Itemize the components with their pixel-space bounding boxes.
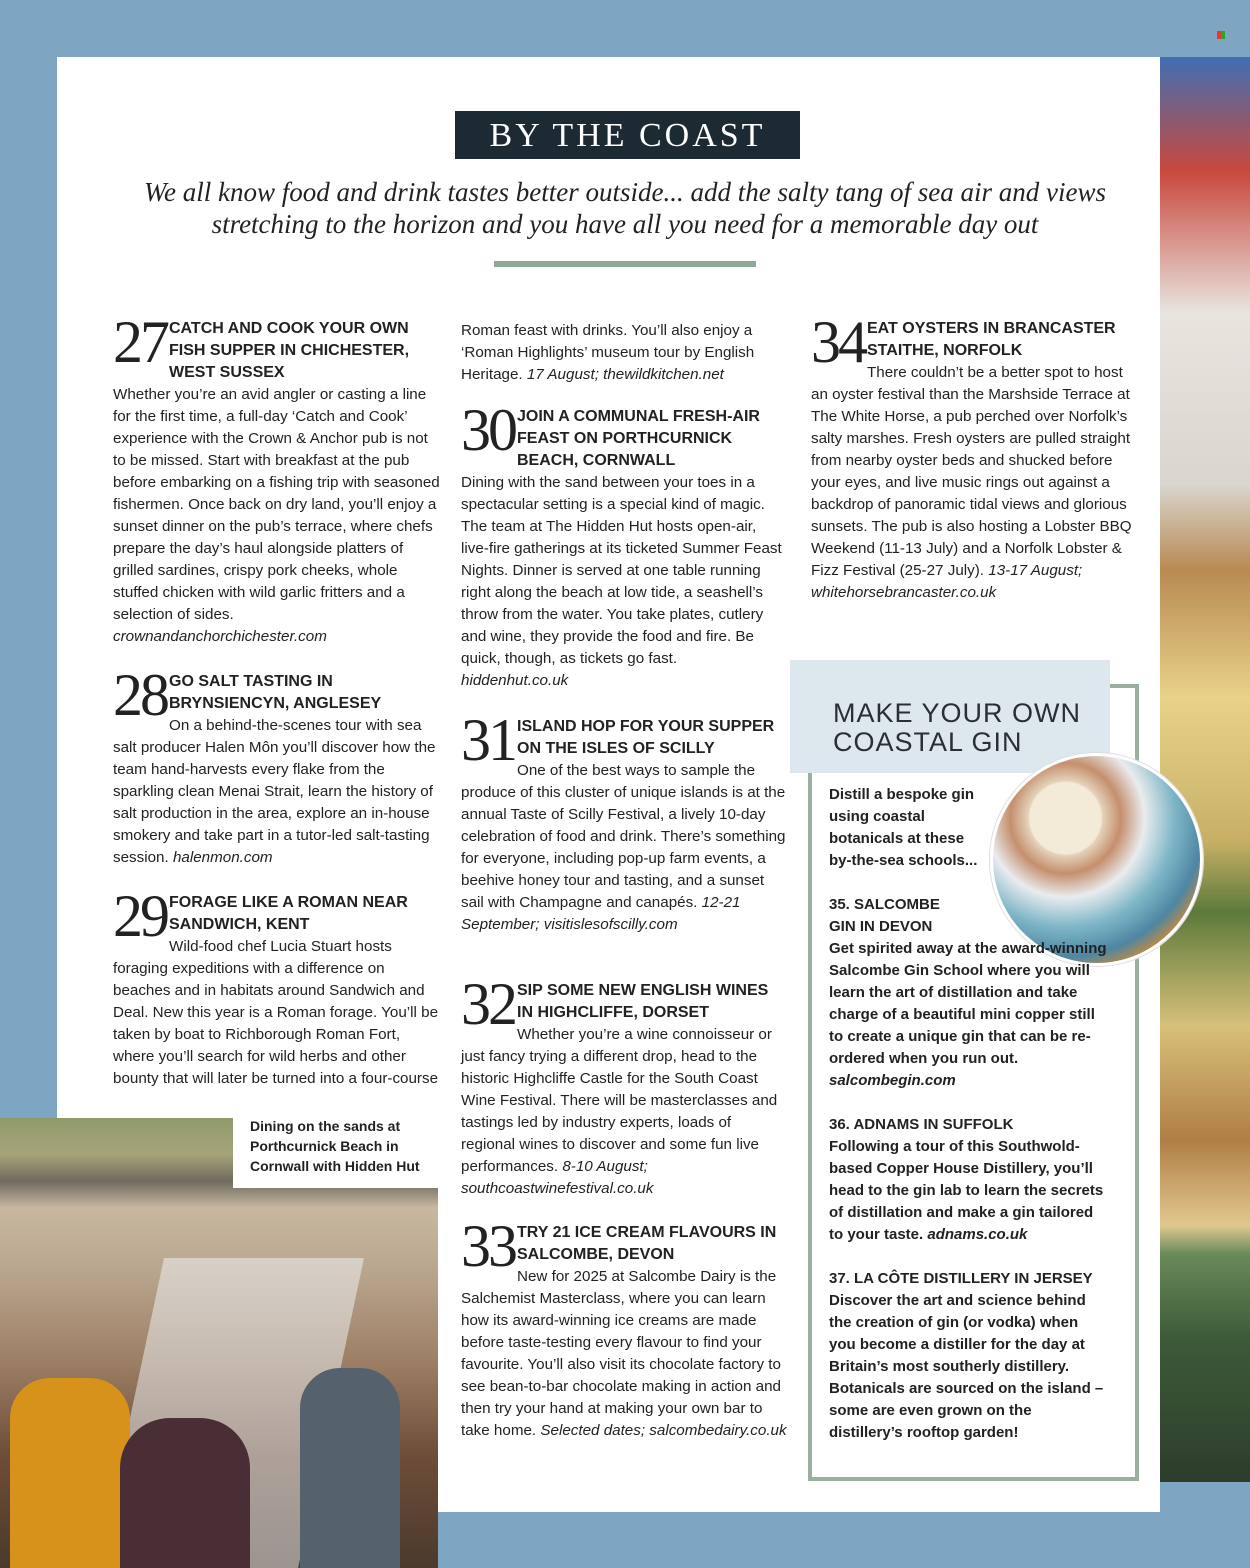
item-body: One of the best ways to sample the produce of this cluster of unique islands is at the annual Taste of Scilly Festival, a lively 10-day celebration of food and drink. There’s something for everyone, including pop-up farm events, a beehive honey tour and tasting, and a sunset sail with Champagne and canapés. [461, 762, 786, 911]
item-27 [113, 309, 443, 648]
photo-person [120, 1418, 250, 1568]
gin-salcombe [829, 894, 1109, 1092]
gin-box-heading: MAKE YOUR OWN COASTAL GIN [833, 698, 1082, 757]
item-heading: JOIN A COMMUNAL FRESH-AIR FEAST ON PORTHCURNICK BEACH, CORNWALL [517, 408, 760, 469]
item-heading: EAT OYSTERS IN BRANCASTER STAITHE, NORFOLK [867, 320, 1116, 359]
food-photo-strip [1160, 57, 1250, 1482]
gin-adnams-heading: 36. ADNAMS IN SUFFOLK [829, 1116, 1014, 1133]
standfirst-line-1: We all know food and drink tastes better outside... add the salty tang of sea air and views [144, 177, 1106, 207]
item-body: Roman feast with drinks. You’ll also enjoy a ‘Roman Highlights’ museum tour by English Heritage. [461, 322, 755, 383]
item-link[interactable]: halenmon.com [172, 849, 273, 866]
item-heading: SIP SOME NEW ENGLISH WINES IN HIGHCLIFFE, DORSET [517, 982, 769, 1021]
item-31 [461, 707, 787, 936]
item-32 [461, 971, 787, 1200]
item-number: 33 [461, 1213, 515, 1279]
section-title: BY THE COAST [455, 111, 800, 159]
gin-salcombe-link[interactable]: salcombegin.com [829, 1072, 956, 1089]
item-body: Wild-food chef Lucia Stuart hosts foraging expeditions with a difference on beaches and in habitats around Sandwich and Deal. New this year is a Roman forage. You’ll be taken by boat to Richborough Roman Fort, where you’ll search for wild herbs and other bounty that will later be turned into a four-course [113, 938, 439, 1087]
item-link[interactable]: 17 August; thewildkitchen.net [526, 366, 724, 383]
item-link[interactable]: hiddenhut.co.uk [461, 672, 569, 689]
item-28 [113, 662, 443, 869]
item-heading: CATCH AND COOK YOUR OWN FISH SUPPER IN CHICHESTER, WEST SUSSEX [169, 320, 410, 381]
item-number: 28 [113, 662, 167, 728]
divider [494, 261, 756, 267]
gin-salcombe-body: Get spirited away at the award-winning Salcombe Gin School where you will learn the art of distillation and take charge of a beautiful mini copper still to create a unique gin that can be re-ordered when you run out. [829, 940, 1107, 1067]
item-33 [461, 1213, 787, 1442]
item-body: Dining with the sand between your toes in a spectacular setting is a special kind of magic. The team at The Hidden Hut hosts open-air, live-fire gatherings at its ticketed Summer Feast Nights. Dinner is served at one table running right along the beach at low tide, a seashell’s throw from the water. You take plates, cutlery and wine, they provide the food and fire. Be quick, though, as tickets go fast. [461, 474, 782, 667]
item-number: 27 [113, 309, 167, 375]
photo-person [10, 1378, 130, 1568]
gin-salcombe-heading: 35. SALCOMBE GIN IN DEVON [829, 896, 940, 935]
photo-caption: Dining on the sands at Porthcurnick Beach in Cornwall with Hidden Hut [233, 1108, 438, 1188]
item-number: 30 [461, 397, 515, 463]
item-body: New for 2025 at Salcombe Dairy is the Salchemist Masterclass, where you can learn how its award-winning ice creams are made before taste-testing every flavour to find your favourite. You’ll also visit its chocolate factory to see bean-to-bar chocolate making in action and then try your hand at making your own bar to take home. [461, 1268, 781, 1439]
gin-adnams-link[interactable]: adnams.co.uk [927, 1226, 1028, 1243]
item-body: There couldn’t be a better spot to host an oyster festival than the Marshside Terrace at The White Horse, a pub perched over Norfolk’s salty marshes. Fresh oysters are pulled straight from nearby oyster beds and shucked before your eyes, and live music rings out against a backdrop of panoramic tidal views and glorious sunsets. The pub is also hosting a Lobster BBQ Weekend (11-13 July) and a Norfolk Lobster & Fizz Festival (25-27 July). [811, 364, 1132, 579]
item-34 [811, 309, 1141, 604]
item-link[interactable]: Selected dates; salcombedairy.co.uk [540, 1422, 787, 1439]
gin-la-cote [829, 1268, 1109, 1444]
gin-adnams [829, 1114, 1109, 1246]
item-29 [113, 883, 443, 1090]
gin-intro: Distill a bespoke gin using coastal botanicals at these by-the-sea schools... [829, 786, 978, 869]
gin-la-cote-body: Discover the art and science behind the creation of gin (or vodka) when you become a distiller for the day at Britain’s most southerly distillery. Botanicals are sourced on the island – some are even grown on the distillery’s rooftop garden! [829, 1292, 1104, 1441]
item-number: 29 [113, 883, 167, 949]
photo-person [300, 1368, 400, 1568]
corner-mark [1217, 31, 1225, 39]
gin-adnams-body: Following a tour of this Southwold-based Copper House Distillery, you’ll head to the gin lab to learn the secrets of distillation and make a gin tailored to your taste. [829, 1138, 1104, 1243]
item-link[interactable]: 13-17 August; whitehorsebrancaster.co.uk [811, 562, 1083, 601]
item-number: 32 [461, 971, 515, 1037]
standfirst-line-2: stretching to the horizon and you have all you need for a memorable day out [211, 209, 1039, 239]
item-heading: FORAGE LIKE A ROMAN NEAR SANDWICH, KENT [169, 894, 408, 933]
item-body: Whether you’re a wine connoisseur or just fancy trying a different drop, head to the historic Highcliffe Castle for the South Coast Wine Festival. There will be masterclasses and tastings led by industry experts, loads of regional wines to discover and some fun live performances. [461, 1026, 778, 1175]
item-link[interactable]: 8-10 August; southcoastwinefestival.co.uk [461, 1158, 654, 1197]
item-link[interactable]: crownandanchorchichester.com [113, 628, 327, 645]
item-heading: ISLAND HOP FOR YOUR SUPPER ON THE ISLES OF SCILLY [517, 718, 775, 757]
gin-la-cote-heading: 37. LA CÔTE DISTILLERY IN JERSEY [829, 1270, 1093, 1287]
gin-box-body [829, 784, 1109, 1466]
item-link[interactable]: 12-21 September; visitislesofscilly.com [461, 894, 741, 933]
item-30 [461, 397, 787, 692]
item-body: Whether you’re an avid angler or casting a line for the first time, a full-day ‘Catch and Cook’ experience with the Crown & Anchor pub is not to be missed. Start with breakfast at the pub before embarking on a fishing trip with seasoned fishermen. Once back on dry land, you’ll enjoy a sunset dinner on the pub’s terrace, where chefs prepare the day’s haul alongside platters of grilled sardines, crispy pork cheeks, whole stuffed chicken with wild garlic fritters and a selection of sides. [113, 386, 440, 623]
standfirst [110, 176, 1140, 240]
item-number: 31 [461, 707, 515, 773]
item-number: 34 [811, 309, 865, 375]
item-body: On a behind-the-scenes tour with sea salt producer Halen Môn you’ll discover how the team hand-harvests every flake from the sparkling clean Menai Strait, learn the history of salt production in the area, explore an in-house smokery and take part in a tutor-led salt-tasting session. [113, 717, 436, 866]
item-29-continued [461, 320, 787, 386]
item-heading: GO SALT TASTING IN BRYNSIENCYN, ANGLESEY [169, 673, 382, 712]
item-heading: TRY 21 ICE CREAM FLAVOURS IN SALCOMBE, DEVON [517, 1224, 777, 1263]
